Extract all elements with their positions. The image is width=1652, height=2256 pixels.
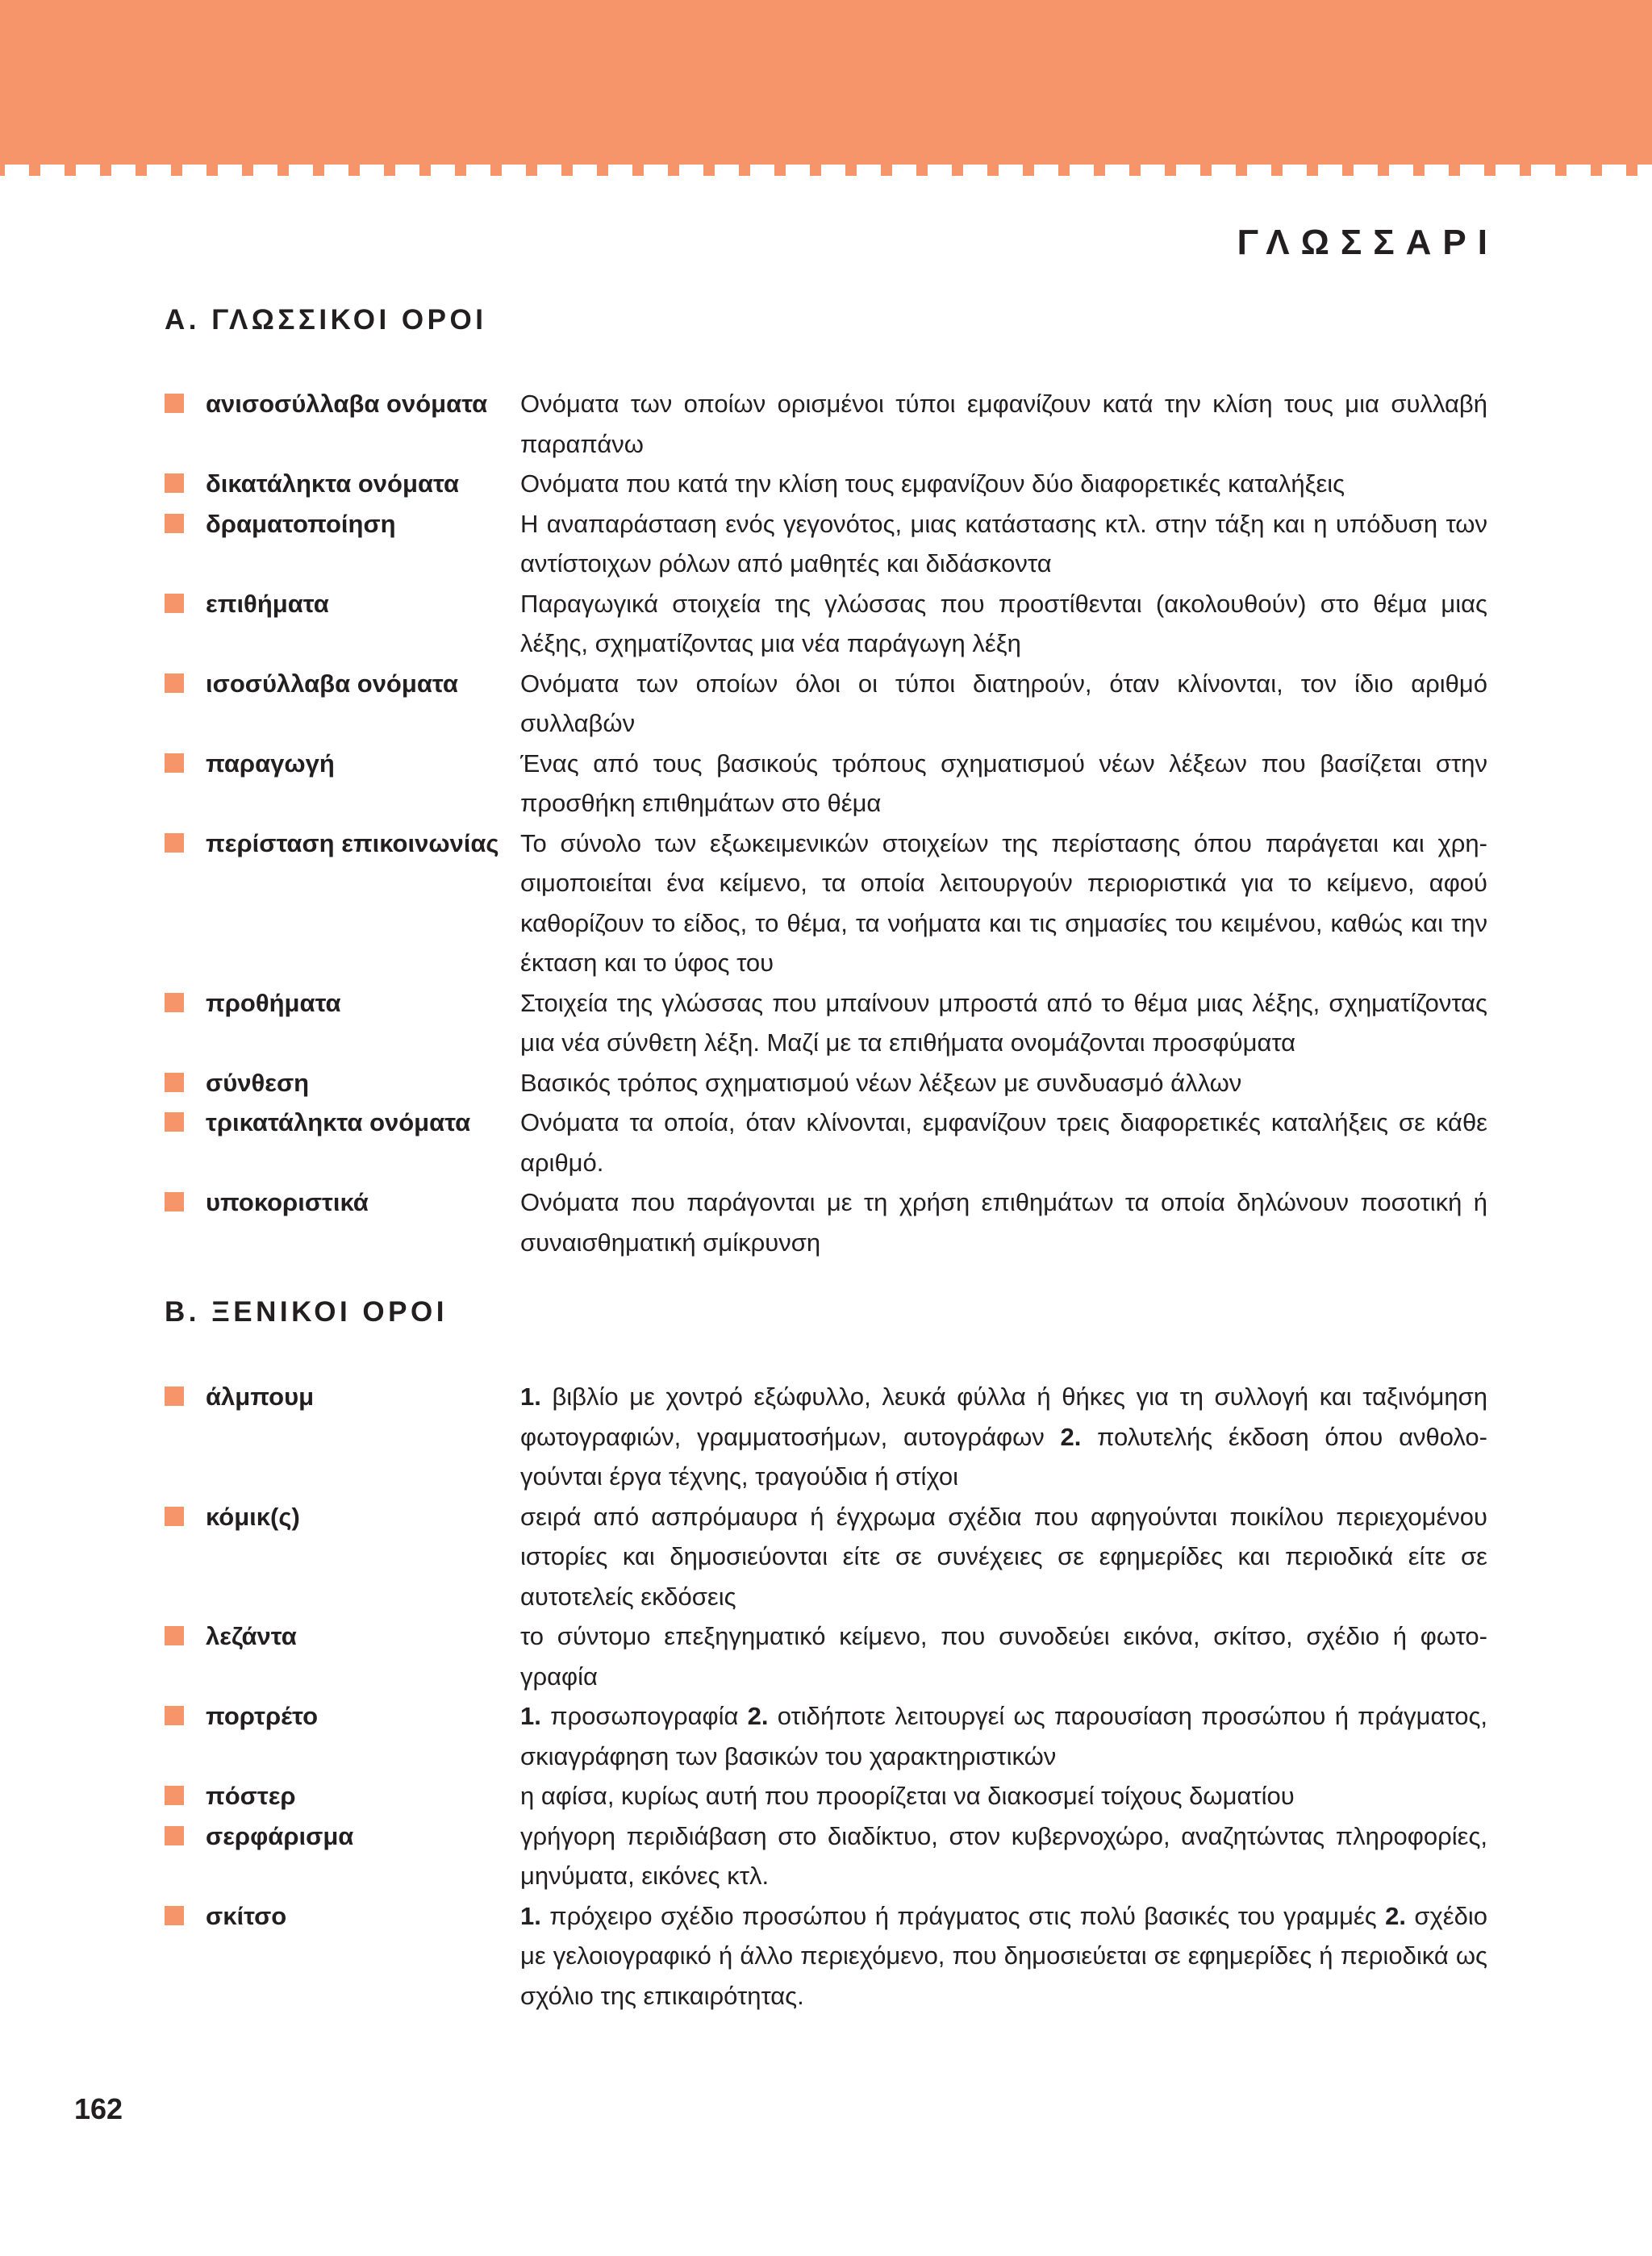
glossary-definition: Ονόματα που κατά την κλίση τους εμφανίζουν δύο διαφορετικές καταλήξεις <box>520 469 1345 498</box>
glossary-definition: Ονόματα των οποίων όλοι οι τύποι διατηρούν, όταν κλίνονται, τον ίδιο αριθμό συλλαβών <box>520 669 1487 737</box>
sense-number: 1. <box>520 1901 541 1930</box>
glossary-term: δραματοποίηση <box>206 509 396 538</box>
glossary-entry <box>165 824 1487 983</box>
sense-text: βιβλίο με χοντρό εξώφυλλο, λευκά φύλλα ή θήκες για τη συλλογή και ταξινόμηση φωτογραφιών, γραμματοσήμων, αυτογράφων <box>520 1382 1487 1451</box>
glossary-list-foreign-terms <box>165 1377 1487 2016</box>
square-bullet-icon <box>165 1826 184 1845</box>
glossary-entry <box>165 1696 1487 1776</box>
glossary-term: προθήματα <box>206 988 341 1017</box>
glossary-definition <box>520 1816 1487 1896</box>
glossary-definition: Ονόματα τα οποία, όταν κλίνονται, εμφανίζουν τρεις διαφορετικές καταλήξεις σε κάθε αριθμό. <box>520 1108 1487 1177</box>
square-bullet-icon <box>165 1786 184 1805</box>
square-bullet-icon <box>165 1073 184 1092</box>
glossary-term: σύνθεση <box>206 1068 310 1097</box>
glossary-term: τρικατάληκτα ονόματα <box>206 1108 471 1136</box>
glossary-entry <box>165 504 1487 584</box>
square-bullet-icon <box>165 1507 184 1526</box>
glossary-entry <box>165 664 1487 744</box>
glossary-definition: Παραγωγικά στοιχεία της γλώσσας που προστίθενται (ακολουθούν) στο θέμα μιας λέξης, σχηματίζοντας μια νέα παράγωγη λέξη <box>520 589 1487 657</box>
square-bullet-icon <box>165 1387 184 1406</box>
glossary-entry <box>165 1616 1487 1696</box>
square-bullet-icon <box>165 1906 184 1925</box>
glossary-entry <box>165 584 1487 664</box>
sense-text: η αφίσα, κυρίως αυτή που προορίζεται να διακοσμεί τοίχους δωματίου <box>520 1782 1295 1810</box>
section-heading-foreign-terms: Β. ΞΕΝΙΚΟΙ ΟΡΟΙ <box>165 1296 448 1328</box>
glossary-term: σκίτσο <box>206 1901 287 1930</box>
square-bullet-icon <box>165 1706 184 1725</box>
square-bullet-icon <box>165 753 184 773</box>
sense-number: 2. <box>1385 1901 1406 1930</box>
glossary-definition <box>520 1377 1487 1497</box>
sense-text: προσωπογραφία <box>540 1702 748 1730</box>
glossary-term: λεζάντα <box>206 1622 297 1650</box>
glossary-entry <box>165 384 1487 464</box>
glossary-definition: Ονόματα των οποίων ορισμένοι τύποι εμφανίζουν κατά την κλίση τους μια συλλαβή παραπάνω <box>520 390 1487 458</box>
glossary-definition <box>520 1776 1487 1816</box>
sense-text: σχέδιο με γελοιογραφικό ή άλλο περιεχόμενο, που δημοσιεύεται σε εφημερίδες ή περιοδικά ως σχόλιο της επικαιρότητας. <box>520 1901 1487 2010</box>
glossary-entry <box>165 1776 1487 1816</box>
glossary-term: πορτρέτο <box>206 1702 319 1730</box>
glossary-entry <box>165 464 1487 504</box>
glossary-definition: Ένας από τους βασικούς τρόπους σχηματισμού νέων λέξεων που βασίζεται στην προσθήκη επιθημάτων στο θέμα <box>520 749 1487 817</box>
glossary-definition <box>520 1896 1487 2016</box>
square-bullet-icon <box>165 673 184 693</box>
sense-text: πρόχειρο σχέδιο προσώπου ή πράγματος στις πολύ βασικές του γραμμές <box>540 1901 1386 1930</box>
glossary-entry <box>165 1816 1487 1896</box>
page-number: 162 <box>74 2092 123 2125</box>
square-bullet-icon <box>165 1192 184 1211</box>
glossary-term: υποκοριστικά <box>206 1188 369 1216</box>
glossary-definition <box>520 1497 1487 1617</box>
sense-text: γρήγορη περιδιάβαση στο διαδίκτυο, στον κυβερνοχώρο, αναζητώντας πληροφορίες, μηνύματα, εικόνες κτλ. <box>520 1821 1487 1890</box>
square-bullet-icon <box>165 514 184 533</box>
glossary-definition: Στοιχεία της γλώσσας που μπαίνουν μπροστά από το θέμα μιας λέξης, σχηματίζοντας μια νέα σύνθετη λέξη. Μαζί με τα επιθήματα ονομάζονται προσφύματα <box>520 988 1487 1057</box>
square-bullet-icon <box>165 473 184 493</box>
glossary-list-linguistic-terms <box>165 384 1487 1262</box>
glossary-term: περίσταση επικοινωνίας <box>206 828 499 857</box>
glossary-entry <box>165 1182 1487 1262</box>
glossary-term: ανισοσύλλαβα ονόματα <box>206 390 488 418</box>
square-bullet-icon <box>165 1626 184 1645</box>
glossary-entry <box>165 983 1487 1063</box>
square-bullet-icon <box>165 1112 184 1132</box>
sense-number: 2. <box>1060 1422 1082 1451</box>
perforated-edge <box>0 165 1652 176</box>
square-bullet-icon <box>165 993 184 1012</box>
sense-number: 2. <box>747 1702 769 1730</box>
glossary-definition <box>520 1616 1487 1696</box>
glossary-definition: Ονόματα που παράγονται με τη χρήση επιθημάτων τα οποία δηλώνουν ποσοτική ή συναισθηματική σμίκρυνση <box>520 1188 1487 1257</box>
sense-text: το σύντομο επεξηγηματικό κείμενο, που συνοδεύει εικόνα, σκίτσο, σχέδιο ή φωτογραφία <box>520 1622 1487 1691</box>
sense-number: 1. <box>520 1382 541 1411</box>
glossary-term: δικατάληκτα ονόματα <box>206 469 460 498</box>
glossary-definition <box>520 1696 1487 1776</box>
glossary-definition: Το σύνολο των εξωκειμενικών στοιχείων της περίστασης όπου παράγεται και χρησιμοποιείται ένα κείμενο, τα οποία λειτουργούν περιοριστικά για το κείμενο, αφού καθορίζουν το είδος, το θέμα, τα νοήματα και τις σημασίες του κειμένου, καθώς και την έκταση και το ύφος του <box>520 828 1487 977</box>
header-banner <box>0 0 1652 176</box>
square-bullet-icon <box>165 394 184 413</box>
sense-text: σειρά από ασπρόμαυρα ή έγχρωμα σχέδια που αφηγούνται ποικίλου περιεχομένου ιστορίες και δημοσιεύονται είτε σε συνέχειες σε εφημερίδες και περιοδικά είτε σε αυτοτελείς εκδόσεις <box>520 1502 1487 1611</box>
glossary-entry <box>165 1497 1487 1617</box>
glossary-term: σερφάρισμα <box>206 1821 354 1850</box>
sense-number: 1. <box>520 1702 541 1730</box>
glossary-term: ισοσύλλαβα ονόματα <box>206 669 458 698</box>
glossary-definition: Η αναπαράσταση ενός γεγονότος, μιας κατάστασης κτλ. στην τάξη και η υπόδυση των αντίστοιχων ρόλων από μαθητές και διδάσκοντα <box>520 509 1487 578</box>
glossary-entry <box>165 1377 1487 1497</box>
glossary-entry <box>165 1063 1487 1103</box>
glossary-entry <box>165 1896 1487 2016</box>
square-bullet-icon <box>165 594 184 613</box>
glossary-definition: Βασικός τρόπος σχηματισμού νέων λέξεων με συνδυασμό άλλων <box>520 1068 1242 1097</box>
square-bullet-icon <box>165 833 184 853</box>
glossary-term: πόστερ <box>206 1782 296 1810</box>
glossary-term: άλμπουμ <box>206 1382 315 1411</box>
glossary-term: παραγωγή <box>206 749 335 778</box>
section-heading-linguistic-terms: Α. ΓΛΩΣΣΙΚΟΙ ΟΡΟΙ <box>165 304 487 336</box>
page-title: ΓΛΩΣΣΑΡΙ <box>1237 223 1499 262</box>
glossary-entry <box>165 1103 1487 1182</box>
glossary-term: κόμικ(ς) <box>206 1502 300 1531</box>
sense-text: οτιδήποτε λειτουργεί ως παρουσίαση προσώπου ή πράγματος, σκιαγράφηση των βασικών του χαρακτηριστικών <box>520 1702 1487 1770</box>
glossary-entry <box>165 744 1487 824</box>
sense-text: πολυτελής έκδοση όπου ανθολογούνται έργα τέχνης, τραγούδια ή στίχοι <box>520 1422 1487 1491</box>
glossary-term: επιθήματα <box>206 589 329 618</box>
